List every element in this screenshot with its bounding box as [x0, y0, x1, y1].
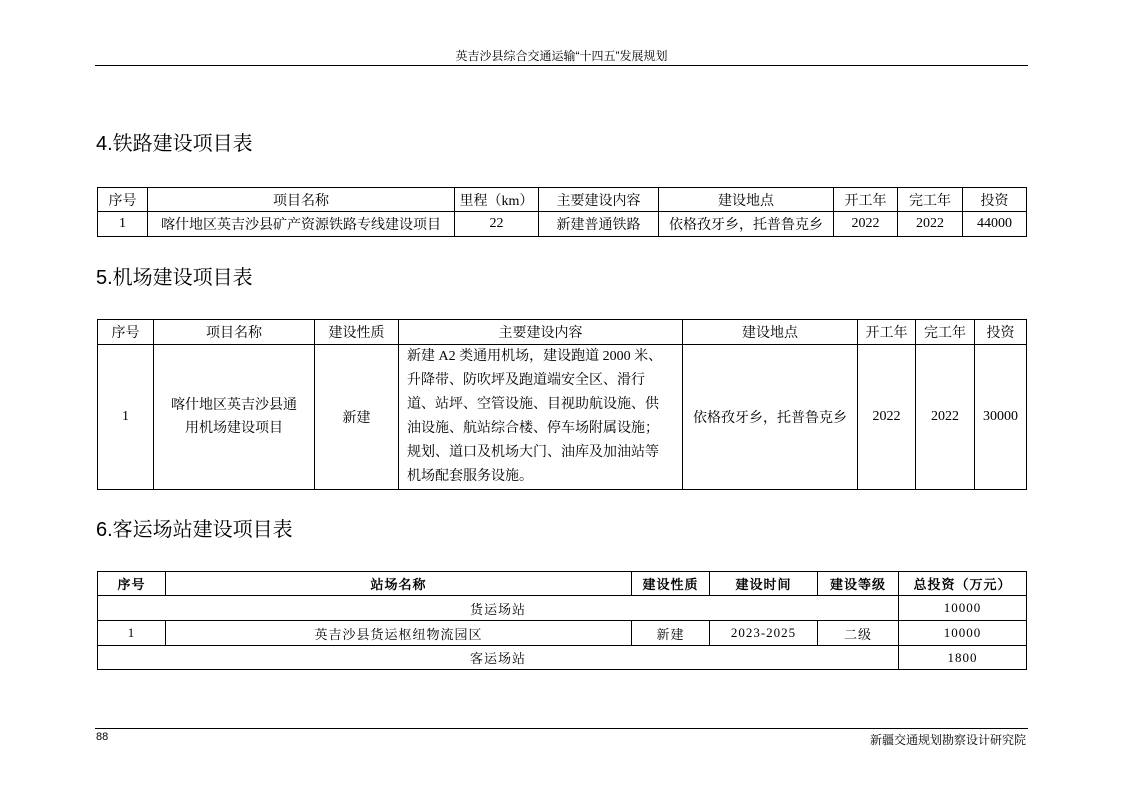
railway-heading: 4.铁路建设项目表 [96, 133, 253, 155]
group-total: 10000 [899, 596, 1027, 621]
table-header-row [98, 572, 1027, 596]
page-header-title: 英吉沙县综合交通运输“十四五”发展规划 [455, 49, 668, 63]
cell-content: 新建普通铁路 [539, 212, 659, 237]
column-header: 建设地点 [683, 320, 858, 345]
cell-investment: 44000 [963, 212, 1027, 237]
group-row [98, 646, 1027, 670]
table-row [98, 621, 1027, 646]
column-header: 建设时间 [710, 572, 818, 596]
content-line: 新建 A2 类通用机场，建设跑道 2000 米、 [407, 349, 663, 364]
group-label: 货运场站 [98, 596, 899, 621]
column-header: 投资 [963, 188, 1027, 212]
column-header: 完工年 [898, 188, 963, 212]
cell-location: 依格孜牙乡，托普鲁克乡 [659, 212, 834, 237]
cell-content [399, 345, 683, 490]
airport-heading: 5.机场建设项目表 [96, 267, 253, 289]
cell-period: 2023-2025 [710, 621, 818, 646]
cell-end-year: 2022 [916, 345, 975, 490]
cell-start-year: 2022 [834, 212, 898, 237]
content-line: 升降带、防吹坪及跑道端安全区、滑行 [407, 373, 645, 388]
column-header: 里程（km） [455, 188, 539, 212]
table-row [98, 345, 1027, 490]
content-line: 道、站坪、空管设施、目视助航设施、供 [407, 397, 659, 412]
group-label: 客运场站 [98, 646, 899, 670]
column-header: 总投资（万元） [899, 572, 1027, 596]
content-line: 机场配套服务设施。 [407, 469, 533, 484]
cell-mileage: 22 [455, 212, 539, 237]
project-name-line: 用机场建设项目 [185, 421, 283, 436]
group-row [98, 596, 1027, 621]
cell-end-year: 2022 [898, 212, 963, 237]
table-row [98, 212, 1027, 237]
column-header: 开工年 [858, 320, 916, 345]
cell-investment: 10000 [899, 621, 1027, 646]
cell-no: 1 [98, 212, 148, 237]
cell-nature: 新建 [632, 621, 710, 646]
column-header: 项目名称 [148, 188, 455, 212]
project-name-line: 喀什地区英吉沙县通 [171, 398, 297, 413]
group-total: 1800 [899, 646, 1027, 670]
column-header: 主要建设内容 [539, 188, 659, 212]
column-header: 主要建设内容 [399, 320, 683, 345]
cell-start-year: 2022 [858, 345, 916, 490]
column-header: 投资 [975, 320, 1027, 345]
column-header: 序号 [98, 320, 154, 345]
content-line: 规划、道口及机场大门、油库及加油站等 [407, 445, 659, 460]
cell-no: 1 [98, 621, 166, 646]
cell-nature: 新建 [315, 345, 399, 490]
cell-project-name: 喀什地区英吉沙县矿产资源铁路专线建设项目 [148, 212, 455, 237]
column-header: 序号 [98, 572, 166, 596]
footer-rule [95, 728, 1028, 729]
footer-organization: 新疆交通规划勘察设计研究院 [869, 733, 1026, 747]
header-rule [95, 65, 1028, 66]
content-line: 油设施、航站综合楼、停车场附属设施； [407, 421, 659, 436]
table-header-row [98, 188, 1027, 212]
page-number: 88 [96, 731, 109, 743]
cell-station-name: 英吉沙县货运枢纽物流园区 [166, 621, 632, 646]
cell-investment: 30000 [975, 345, 1027, 490]
column-header: 序号 [98, 188, 148, 212]
cell-no: 1 [98, 345, 154, 490]
column-header: 项目名称 [154, 320, 315, 345]
cell-location: 依格孜牙乡，托普鲁克乡 [683, 345, 858, 490]
station-table [97, 571, 1027, 670]
column-header: 站场名称 [166, 572, 632, 596]
cell-grade: 二级 [818, 621, 899, 646]
column-header: 建设地点 [659, 188, 834, 212]
column-header: 建设性质 [632, 572, 710, 596]
column-header: 完工年 [916, 320, 975, 345]
column-header: 建设等级 [818, 572, 899, 596]
table-header-row [98, 320, 1027, 345]
station-heading: 6.客运场站建设项目表 [96, 519, 293, 541]
cell-project-name [154, 345, 315, 490]
airport-table [97, 319, 1027, 490]
railway-table [97, 187, 1027, 237]
column-header: 建设性质 [315, 320, 399, 345]
column-header: 开工年 [834, 188, 898, 212]
